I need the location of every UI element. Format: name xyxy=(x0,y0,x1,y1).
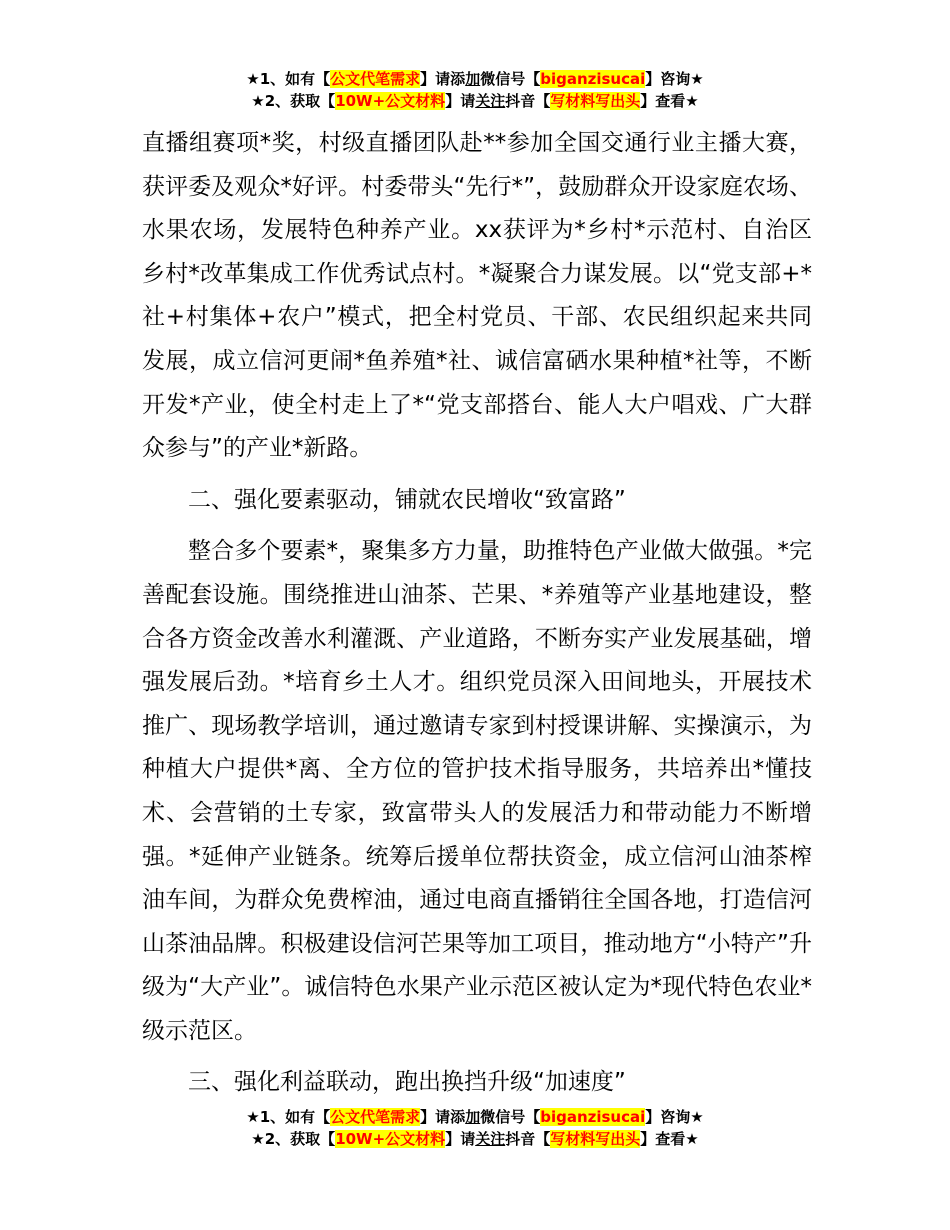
highlight-materials: 10W+公文材料 xyxy=(335,1130,446,1148)
banner-text: 】咨询★ xyxy=(645,70,704,88)
highlight-wechat-id: biganzisucai xyxy=(540,1108,646,1126)
banner-emphasis: 加 xyxy=(465,1108,481,1126)
banner-line-2 xyxy=(0,1128,950,1150)
banner-text: 抖音【 xyxy=(505,92,551,110)
banner-text: ★2、获取【 xyxy=(251,92,336,110)
banner-text: 】请 xyxy=(445,92,476,110)
banner-text: ★2、获取【 xyxy=(251,1130,336,1148)
banner-text: 】查看★ xyxy=(640,92,699,110)
section-heading-3: 三、强化利益联动，跑出换挡升级“加速度” xyxy=(188,1069,626,1096)
banner-text: 微信号【 xyxy=(480,1108,541,1126)
banner-text: ★1、如有【 xyxy=(246,70,331,88)
banner-text: 微信号【 xyxy=(480,70,541,88)
banner-text: 】请添 xyxy=(420,1108,466,1126)
document-body xyxy=(142,122,812,1105)
highlight-wechat-id: biganzisucai xyxy=(540,70,646,88)
banner-line-1 xyxy=(0,1106,950,1128)
highlight-douyin-id: 写材料写出头 xyxy=(550,92,641,110)
banner-text: ★1、如有【 xyxy=(246,1108,331,1126)
banner-text: 】查看★ xyxy=(640,1130,699,1148)
section-heading-2: 二、强化要素驱动，铺就农民增收“致富路” xyxy=(188,486,626,513)
paragraph-1: 直播组赛项*奖，村级直播团队赴**参加全国交通行业主播大赛，获评委及观众*好评。村委带头“先行*”，鼓励群众开设家庭农场、水果农场，发展特色种养产业。xx获评为*乡村*示范村、自治区乡村*改革集成工作优秀试点村。*凝聚合力谋发展。以“党支部+*社+村集体+农户”模式，把全村党员、干部、农民组织起来共同发展，成立信河更闹*鱼养殖*社、诚信富硒水果种植*社等，不断开发*产业，使全村走上了*“党支部搭台、能人大户唱戏、广大群众参与”的产业*新路。 xyxy=(142,130,812,462)
banner-emphasis: 加 xyxy=(465,70,481,88)
paragraph-2: 整合多个要素*，聚集多方力量，助推特色产业做大做强。*完善配套设施。围绕推进山油茶、芒果、*养殖等产业基地建设，整合各方资金改善水利灌溉、产业道路，不断夯实产业发展基础，增强发展后劲。*培育乡土人才。组织党员深入田间地头，开展技术推广、现场教学培训，通过邀请专家到村授课讲解、实操演示，为种植大户提供*离、全方位的管护技术指导服务，共培养出*懂技术、会营销的土专家，致富带头人的发展活力和带动能力不断增强。*延伸产业链条。统筹后援单位帮扶资金，成立信河山油茶榨油车间，为群众免费榨油，通过电商直播销往全国各地，打造信河山茶油品牌。积极建设信河芒果等加工项目，推动地方“小特产”升级为“大产业”。诚信特色水果产业示范区被认定为*现代特色农业*级示范区。 xyxy=(142,538,812,1044)
highlight-douyin-id: 写材料写出头 xyxy=(550,1130,641,1148)
banner-line-2 xyxy=(0,90,950,112)
highlight-service: 公文代笔需求 xyxy=(330,1108,421,1126)
banner-emphasis: 关注 xyxy=(475,92,506,110)
highlight-service: 公文代笔需求 xyxy=(330,70,421,88)
banner-text: 】请 xyxy=(445,1130,476,1148)
banner-emphasis: 关注 xyxy=(475,1130,506,1148)
highlight-materials: 10W+公文材料 xyxy=(335,92,446,110)
banner-text: 】咨询★ xyxy=(645,1108,704,1126)
banner-text: 】请添 xyxy=(420,70,466,88)
banner-text: 抖音【 xyxy=(505,1130,551,1148)
footer-banner xyxy=(0,1106,950,1150)
header-banner xyxy=(0,68,950,112)
banner-line-1 xyxy=(0,68,950,90)
